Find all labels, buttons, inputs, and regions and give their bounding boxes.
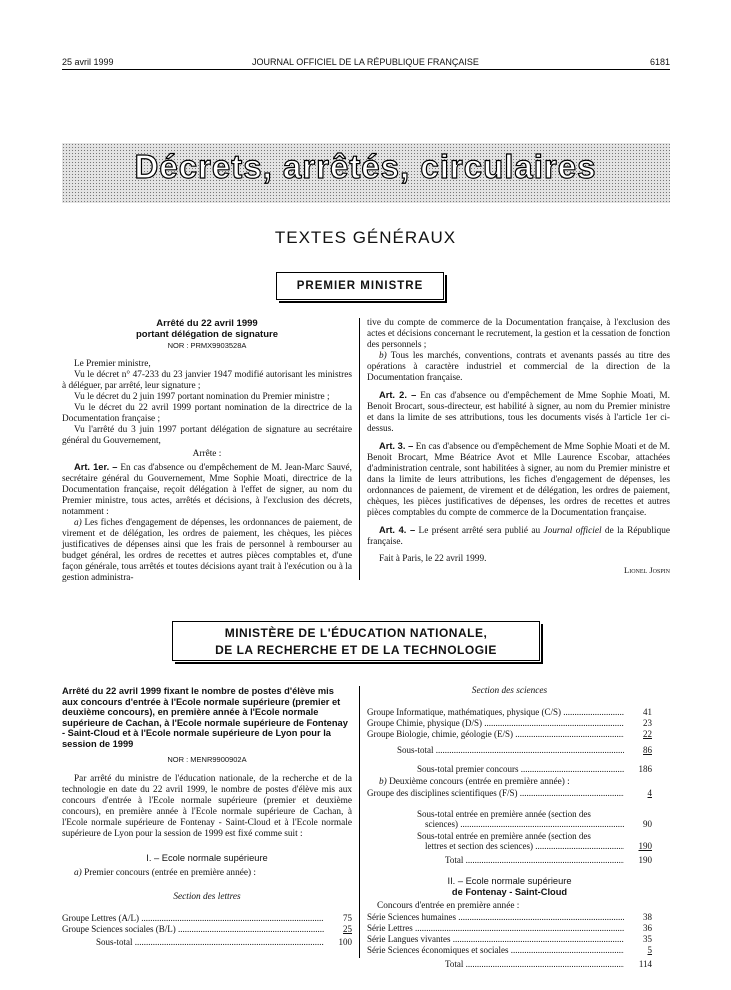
signatory: Lionel Jospin — [624, 565, 670, 575]
paragraph: Vu le décret du 2 juin 1997 portant nomination du Premier ministre ; — [74, 392, 330, 402]
table-row: Groupe Lettres (A/L) ..... 75 — [62, 913, 352, 924]
header-date: 25 avril 1999 — [62, 57, 114, 67]
paragraph: tive du compte de commerce de la Documentation française, à l'exclusion des actes et décisions concernant le recrutement, la gestion et la cessation de fonction des personnels ; — [367, 318, 670, 350]
table-row: Sous-total ..... 100 — [62, 937, 352, 948]
arrete1-right-column — [367, 318, 670, 576]
heading-ens: I. – Ecole normale supérieure — [146, 853, 268, 863]
header-rule — [62, 69, 670, 70]
banner-title: Décrets, arrêtés, circulaires — [134, 148, 597, 185]
header-journal: JOURNAL OFFICIEL DE LA RÉPUBLIQUE FRANÇAISE — [252, 57, 479, 67]
table-row: Sous-total entrée en première année (section des lettres et section des sciences) ..... 190 — [367, 831, 652, 852]
ministry-education-line2: DE LA RECHERCHE ET DE LA TECHNOLOGIE — [215, 643, 497, 657]
signature-date: Fait à Paris, le 22 avril 1999. — [379, 554, 487, 564]
article-1-b: b) Tous les marchés, conventions, contrats et avenants passés au titre des opérations à caractère industriel et commercial de la direction de la Documentation française. — [367, 351, 671, 383]
article-1: Art. 1er. – En cas d'absence ou d'empêchement de M. Jean-Marc Sauvé, secrétaire général du Gouvernement, Mme Sophie Moati, directrice de la Documentation française, reçoit délégation à l'effet de signer, au nom du Premier ministre, tous actes, arrêtés et décisions, à l'exclusion des décrets, notamment : — [62, 462, 352, 517]
article-4: Art. 4. – Le présent arrêté sera publié au Journal officiel de la République française. — [367, 525, 670, 547]
heading-fontenay-2: de Fontenay - Saint-Cloud — [451, 887, 568, 897]
ministry-education-box — [172, 621, 540, 661]
arrete1-nor: NOR : PRMX9903528A — [167, 341, 247, 350]
arrete1-subtitle: portant délégation de signature — [136, 329, 278, 340]
section-title: TEXTES GÉNÉRAUX — [274, 228, 457, 247]
arrete1-left-column — [62, 318, 352, 584]
table-row: Série Lettres ..... 36 — [367, 923, 652, 934]
paragraph: Vu le décret du 22 avril 1999 portant nomination de la directrice de la Documentation française ; — [62, 403, 352, 424]
table-row: Série Langues vivantes ..... 35 — [367, 934, 652, 945]
table-row: Groupe Chimie, physique (D/S) ..... 23 — [367, 718, 652, 729]
column-divider — [359, 686, 360, 958]
paragraph: Le Premier ministre, — [74, 359, 151, 369]
column-divider — [359, 318, 360, 580]
deuxieme-concours: b) Deuxième concours (entrée en première année) : — [379, 777, 570, 787]
article-1-a: a) Les fiches d'engagement de dépenses, les ordonnances de paiement, de virement et de délégation, les ordres de paiement, les chèques, les pièces justificatives de dépenses ainsi que les frais de personnel à rembourser au budget général, les ordres de recettes et autres pièces comptables et, d'une façon générale, tous arrêtés et toutes décisions ayant trait à l'exécution ou à la gestion administra- — [62, 518, 352, 583]
arrete1-title: Arrêté du 22 avril 1999 — [156, 318, 258, 329]
heading-fontenay: II. – Ecole normale supérieure — [447, 876, 572, 886]
table-row: Groupe Sciences sociales (B/L) ..... 25 — [62, 924, 352, 935]
table-row: Total ..... 190 — [367, 855, 652, 866]
arrete2-title: Arrêté du 22 avril 1999 fixant le nombre de postes d'élève mis aux concours d'entrée à l'Ecole normale supérieure (premier et deuxième concours), en première année à l'Ecole normale supérieure de Cachan, à l'Ecole normale supérieure de Fontenay - Saint-Cloud et à l'Ecole normale supérieure de Lyon pour la session de 1999 — [62, 686, 348, 749]
paragraph: Par arrêté du ministre de l'éducation nationale, de la recherche et de la technologie en date du 22 avril 1999, le nombre de postes d'élève mis aux concours d'entrée à l'Ecole normale supérieure (premier et deuxième concours), en première année à l'Ecole normale supérieure de Cachan, à l'Ecole normale supérieure de Fontenay - Saint-Cloud et à l'Ecole normale supérieure de Lyon pour la session de 1999 est fixé comme suit : — [62, 774, 352, 839]
article-2: Art. 2. – En cas d'absence ou d'empêchement de Mme Sophie Moati, M. Benoit Brocart, sous-directeur, est habilité à signer, au nom du Premier ministre et dans la limite de ses attributions, tous les documents visés à l'article 1er ci-dessus. — [367, 390, 671, 434]
table-row: Groupe Biologie, chimie, géologie (E/S) ..... 22 — [367, 729, 652, 740]
concours-entree: Concours d'entrée en première année : — [377, 901, 520, 911]
ministry-education-line1: MINISTÈRE DE L'ÉDUCATION NATIONALE, — [224, 626, 488, 640]
arrete2-nor: NOR : MENR9900902A — [167, 755, 247, 764]
table-row: Série Sciences économiques et sociales ..... 5 — [367, 945, 652, 956]
paragraph: Vu l'arrêté du 3 juin 1997 portant délégation de signature au secrétaire général du Gouvernement, — [62, 425, 352, 446]
section-lettres: Section des lettres — [173, 892, 241, 902]
table-row: Sous-total entrée en première année (section des sciences) ..... 90 — [367, 809, 652, 830]
table-row: Sous-total premier concours ..... 186 — [367, 764, 652, 775]
table-row: Sous-total ..... 86 — [367, 745, 652, 756]
ministry-title: PREMIER MINISTRE — [296, 280, 424, 292]
arrete2-left-column — [62, 686, 352, 948]
ministry-box — [276, 272, 444, 300]
table-row: Total ..... 114 — [367, 959, 652, 970]
article-3: Art. 3. – En cas d'absence ou d'empêchement de Mme Sophie Moati et de M. Benoit Brocart, Mme Béatrice Avot et Mlle Laurence Escobar, attachées d'administration centrale, sont habilitées à signer, au nom du Premier ministre et dans la limite de leurs attributions, les fiches d'engagement de dépenses, les ordonnances de paiement, de virement et de délégation, les ordres de paiement, chèques, les pièces justificatives de dépenses, les ordres de recettes et autres pièces comptables du compte de commerce de la Documentation française. — [367, 441, 670, 518]
paragraph: Vu le décret n° 47-233 du 23 janvier 1947 modifié autorisant les ministres à déléguer, par arrêté, leur signature ; — [62, 370, 352, 391]
header-page: 6181 — [649, 57, 670, 67]
arrete2-right-column — [367, 686, 652, 970]
section-sciences: Section des sciences — [471, 686, 548, 696]
table-row: Groupe Informatique, mathématiques, physique (C/S) ..... 41 — [367, 707, 652, 718]
table-row: Groupe des disciplines scientifiques (F/S) ..... 4 — [367, 788, 652, 799]
table-row: Série Sciences humaines ..... 38 — [367, 912, 652, 923]
paragraph: Arrête : — [192, 449, 222, 459]
premier-concours: a) Premier concours (entrée en première année) : — [74, 868, 256, 878]
